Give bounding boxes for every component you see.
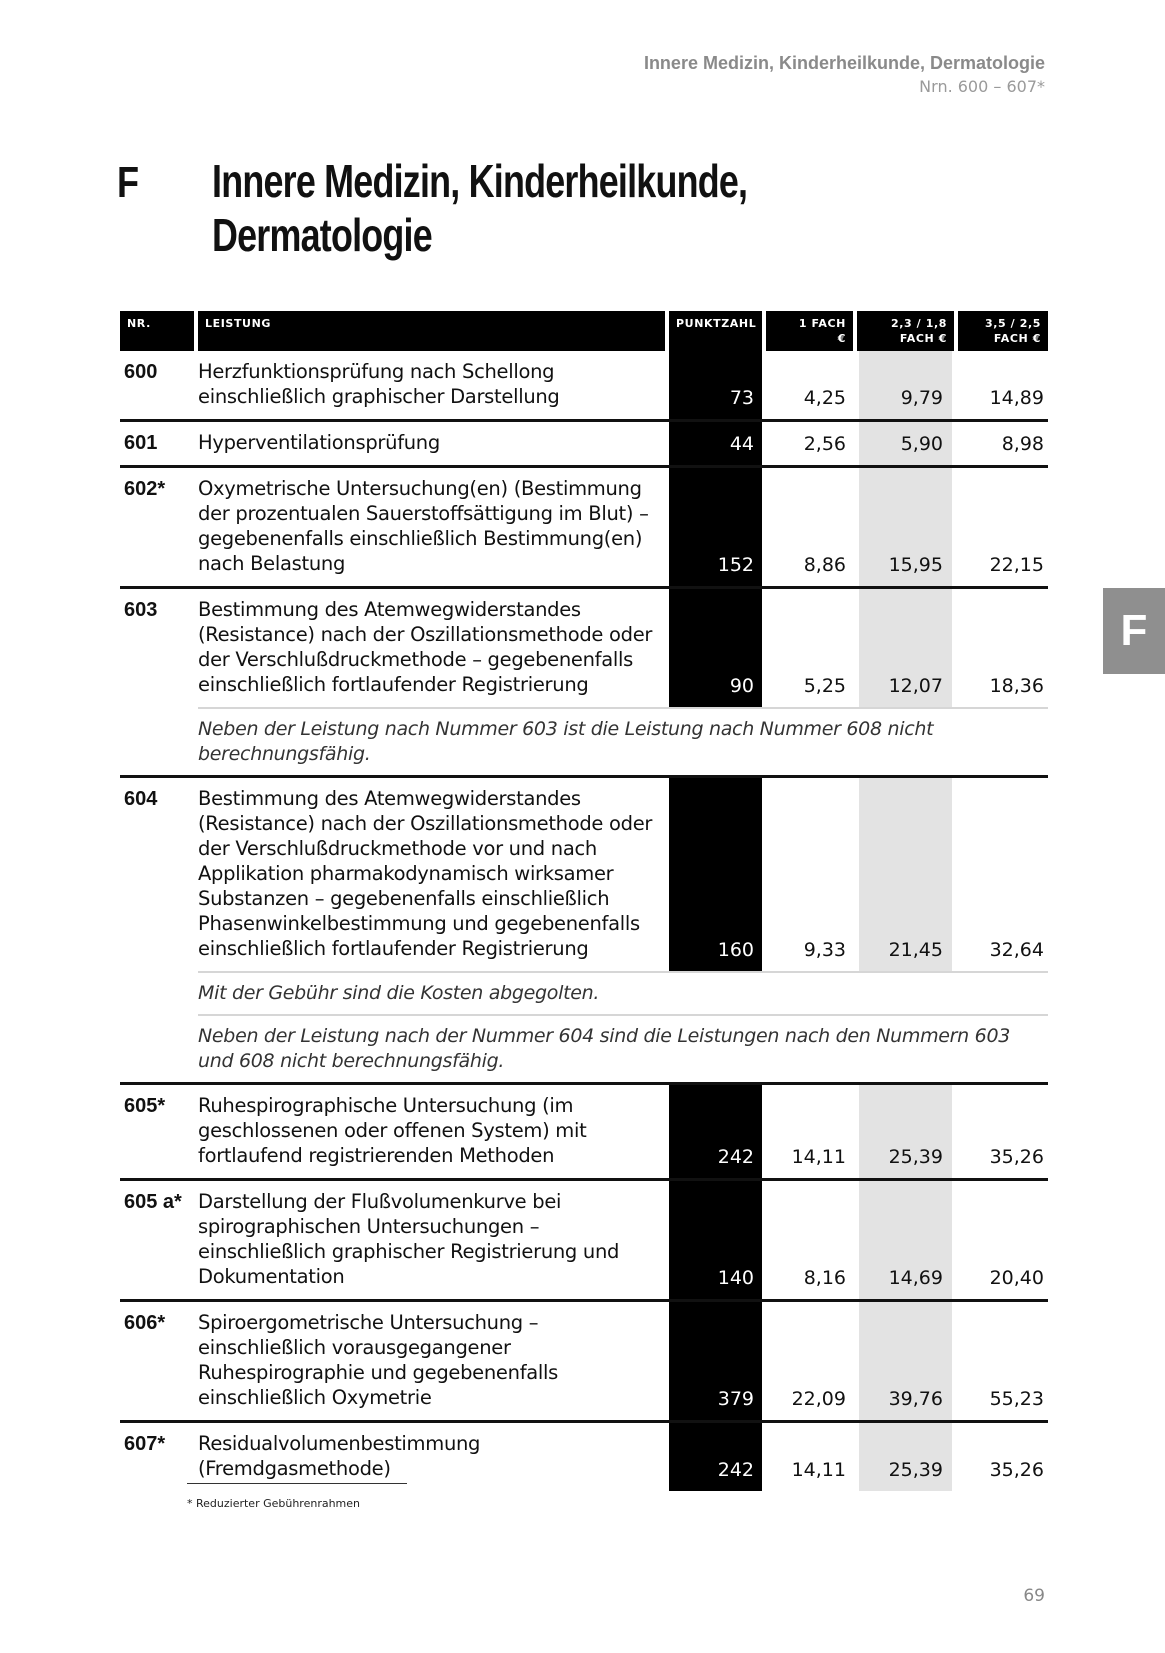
fach-2-3-value: 25,39 — [888, 1146, 943, 1168]
header-fach-3-5-line-2: FACH € — [993, 332, 1041, 345]
row-description: Residualvolumenbestimmung (Fremdgasmethode) — [198, 1432, 481, 1480]
fach-3-5-value: 20,40 — [989, 1267, 1044, 1289]
table-row — [120, 1082, 1048, 1178]
fee-table — [120, 311, 1048, 1491]
running-head-title: Innere Medizin, Kinderheilkunde, Dermatologie — [643, 53, 1045, 73]
fach-2-3-value: 25,39 — [888, 1459, 943, 1481]
table-row — [120, 1178, 1048, 1299]
punktzahl-value: 140 — [717, 1267, 754, 1289]
row-description: Hyperventilationsprüfung — [198, 431, 440, 454]
running-head-range: Nrn. 600 – 607* — [919, 77, 1045, 96]
fach-3-5-value: 35,26 — [989, 1459, 1044, 1481]
row-number: 605* — [124, 1095, 166, 1117]
row-number: 604 — [124, 788, 158, 810]
header-fach-2-3 — [857, 311, 954, 351]
fach-3-5-value: 18,36 — [989, 675, 1044, 697]
punktzahl-value: 242 — [717, 1146, 754, 1168]
table-row — [120, 1420, 1048, 1491]
fach-1-value: 5,25 — [803, 675, 846, 697]
row-description: Oxymetrische Untersuchung(en) (Bestimmung der prozentualen Sauerstoffsättigung im Blut) – gegebenenfalls einschließlich Bestimmung(en) nach Belastung — [198, 477, 649, 575]
fach-1-value: 14,11 — [791, 1146, 846, 1168]
row-number: 607* — [124, 1433, 166, 1455]
fach-3-5-value: 55,23 — [989, 1388, 1044, 1410]
punktzahl-value: 152 — [717, 554, 754, 576]
header-fach-1 — [766, 311, 853, 351]
row-number: 602* — [124, 478, 166, 500]
fach-3-5-value: 22,15 — [989, 554, 1044, 576]
table-row — [120, 465, 1048, 586]
punktzahl-value: 242 — [717, 1459, 754, 1481]
fach-1-value: 8,16 — [803, 1267, 846, 1289]
table-row — [120, 586, 1048, 707]
table-row — [120, 419, 1048, 465]
header-punktzahl: PUNKTZAHL — [669, 311, 762, 351]
table-row — [120, 1299, 1048, 1420]
fach-1-value: 4,25 — [803, 387, 846, 409]
header-fach-1-line-2: € — [837, 332, 846, 345]
fach-3-5-value: 8,98 — [1001, 433, 1044, 455]
fach-2-3-value: 5,90 — [900, 433, 943, 455]
chapter-letter: F — [117, 158, 140, 207]
fach-2-3-value: 21,45 — [888, 939, 943, 961]
row-description: Darstellung der Flußvolumenkurve bei spirographischen Untersuchungen – einschließlich graphischer Registrierung und Dokumentation — [198, 1190, 620, 1288]
row-description: Ruhespirographische Untersuchung (im geschlossenen oder offenen System) mit fortlaufend registrierenden Methoden — [198, 1094, 587, 1167]
row-note: Mit der Gebühr sind die Kosten abgegolten. — [198, 971, 1048, 1014]
header-fach-3-5-line-1: 3,5 / 2,5 — [984, 317, 1041, 330]
row-description: Spiroergometrische Untersuchung – einschließlich vorausgegangener Ruhespirographie und gegebenenfalls einschließlich Oxymetrie — [198, 1311, 559, 1409]
fach-1-value: 8,86 — [803, 554, 846, 576]
fach-1-value: 9,33 — [803, 939, 846, 961]
fach-2-3-value: 14,69 — [888, 1267, 943, 1289]
chapter-title — [212, 154, 852, 262]
row-number: 606* — [124, 1312, 166, 1334]
row-description: Bestimmung des Atemwegwiderstandes (Resistance) nach der Oszillationsmethode oder der Verschlußdruckmethode vor und nach Applikation pharmakodynamisch wirksamer Substanzen – gegebenenfalls einschließlich Phasenwinkelbestimmung und gegebenenfalls einschließlich fortlaufender Registrierung — [198, 787, 653, 960]
chapter-side-tab: F — [1103, 588, 1165, 674]
row-description: Herzfunktionsprüfung nach Schellong einschließlich graphischer Darstellung — [198, 360, 560, 408]
header-leistung: LEISTUNG — [198, 311, 665, 351]
footnote-rule — [187, 1483, 407, 1484]
row-number: 603 — [124, 599, 158, 621]
table-body — [120, 351, 1048, 1491]
row-number: 600 — [124, 361, 158, 383]
fach-1-value: 2,56 — [803, 433, 846, 455]
fach-3-5-value: 35,26 — [989, 1146, 1044, 1168]
punktzahl-value: 160 — [717, 939, 754, 961]
row-number: 605 a* — [124, 1191, 182, 1213]
row-note: Neben der Leistung nach der Nummer 604 sind die Leistungen nach den Nummern 603 und 608 nicht berechnungsfähig. — [198, 1014, 1048, 1082]
fach-1-value: 14,11 — [791, 1459, 846, 1481]
chapter-title-line-2: Dermatologie — [212, 209, 432, 261]
running-head — [644, 53, 1045, 96]
fach-1-value: 22,09 — [791, 1388, 846, 1410]
row-note: Neben der Leistung nach Nummer 603 ist die Leistung nach Nummer 608 nicht berechnungsfähig. — [198, 707, 1048, 775]
fach-2-3-value: 15,95 — [888, 554, 943, 576]
header-fach-1-line-1: 1 FACH — [798, 317, 846, 330]
table-row — [120, 775, 1048, 971]
header-nr: NR. — [120, 311, 194, 351]
table-row — [120, 351, 1048, 419]
fach-2-3-value: 12,07 — [888, 675, 943, 697]
fach-2-3-value: 39,76 — [888, 1388, 943, 1410]
chapter-title-line-1: Innere Medizin, Kinderheilkunde, — [212, 155, 748, 207]
page-number: 69 — [1023, 1586, 1045, 1606]
row-number: 601 — [124, 432, 158, 454]
row-description: Bestimmung des Atemwegwiderstandes (Resistance) nach der Oszillationsmethode oder der Verschlußdruckmethode – gegebenenfalls einschließlich fortlaufender Registrierung — [198, 598, 653, 696]
header-fach-2-3-line-1: 2,3 / 1,8 — [890, 317, 947, 330]
header-fach-3-5 — [958, 311, 1048, 351]
punktzahl-value: 73 — [729, 387, 754, 409]
header-fach-2-3-line-2: FACH € — [899, 332, 947, 345]
punktzahl-value: 90 — [729, 675, 754, 697]
fach-3-5-value: 14,89 — [989, 387, 1044, 409]
punktzahl-value: 379 — [717, 1388, 754, 1410]
fach-3-5-value: 32,64 — [989, 939, 1044, 961]
fach-2-3-value: 9,79 — [900, 387, 943, 409]
footnote: * Reduzierter Gebührenrahmen — [187, 1497, 361, 1510]
table-header — [120, 311, 1048, 351]
punktzahl-value: 44 — [729, 433, 754, 455]
